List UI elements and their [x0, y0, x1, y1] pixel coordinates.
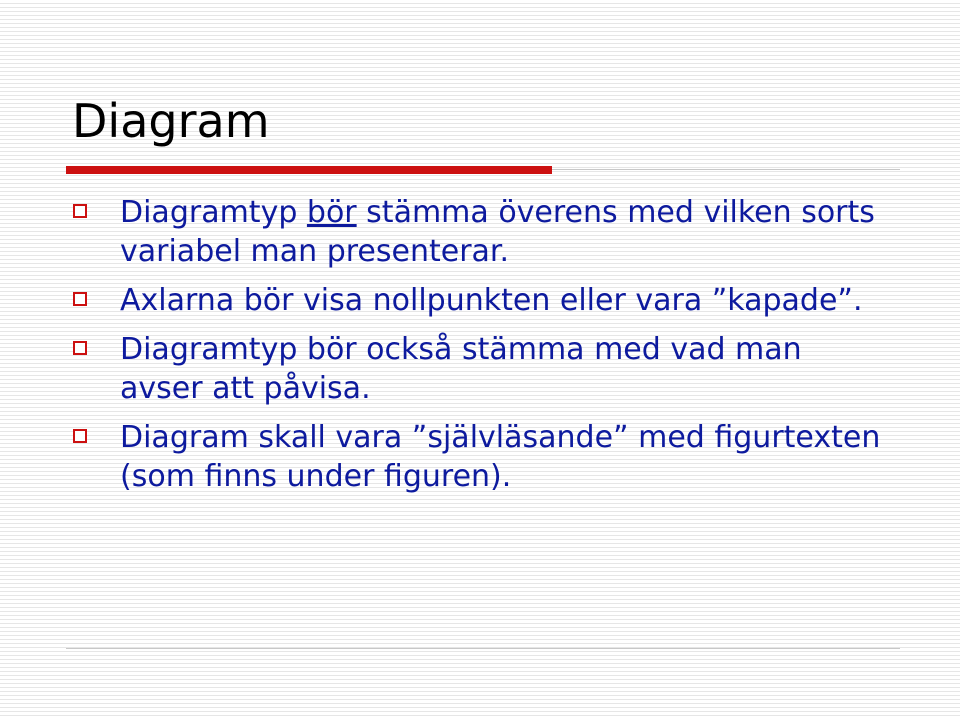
bullet-text: Diagram skall vara ”självläsande” med figurtexten (som finns under figuren). [120, 420, 881, 494]
footer-divider [66, 648, 900, 649]
bullet-text-start: Diagramtyp [120, 195, 307, 230]
bullet-item-caption [72, 418, 892, 496]
hollow-square-icon [73, 204, 87, 218]
bullet-text [120, 195, 875, 269]
hollow-square-icon [73, 341, 87, 355]
bullet-text: Diagramtyp bör också stämma med vad man avser att påvisa. [120, 332, 802, 406]
bullet-item-purpose [72, 330, 892, 408]
slide-title: Diagram [72, 94, 270, 148]
hollow-square-icon [73, 292, 87, 306]
hollow-square-icon [73, 429, 87, 443]
bullet-list [72, 193, 892, 506]
underlined-word: bör [306, 195, 357, 230]
bullet-text: Axlarna bör visa nollpunkten eller vara ”kapade”. [120, 283, 863, 318]
bullet-item-axes [72, 281, 892, 320]
title-accent-bar [66, 166, 552, 174]
bullet-text-end: stämma överens med vilken sorts variabel man presenterar. [120, 195, 875, 269]
bullet-item-chart-type [72, 193, 892, 271]
